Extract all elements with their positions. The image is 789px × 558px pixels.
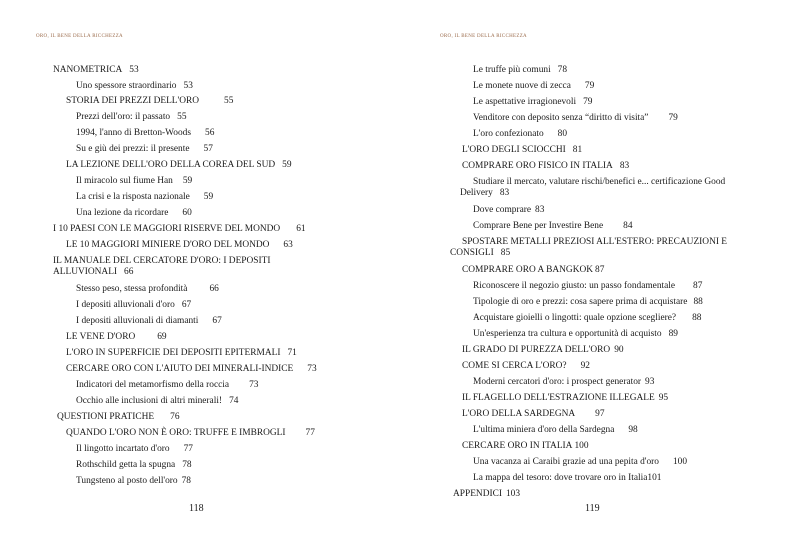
toc-entry-page: 101	[647, 473, 662, 483]
toc-entry-page: 59	[282, 160, 292, 170]
toc-entry-title: Il lingotto incartato d'oro	[76, 444, 170, 454]
toc-entry-title: Acquistare gioielli o lingotti: quale opzione scegliere?	[473, 313, 677, 323]
toc-entry-page: 67	[212, 316, 222, 326]
toc-entry-title: L'oro confezionato	[473, 129, 544, 139]
toc-entry	[473, 425, 638, 436]
toc-entry-page: 53	[129, 65, 139, 75]
toc-entry	[53, 224, 306, 235]
toc-entry-page: 85	[500, 248, 511, 258]
toc-entry-title: Una vacanza ai Caraibi grazie ad una pepita d'oro	[473, 457, 659, 467]
toc-entry	[462, 145, 582, 156]
toc-list	[395, 0, 789, 558]
toc-entry-title: Occhio alle inclusioni di altri minerali!	[76, 396, 223, 406]
toc-entry	[76, 444, 193, 455]
toc-entry-title: COME SI CERCA L'ORO?	[462, 361, 567, 371]
toc-entry-page: 80	[557, 129, 568, 139]
toc-entry-title: NANOMETRICA	[53, 65, 123, 75]
toc-entry-title: I depositi alluvionali di diamanti	[76, 316, 199, 326]
toc-entry-page: 61	[296, 224, 306, 234]
toc-entry	[462, 345, 624, 356]
toc-entry-title: Indicatori del metamorfismo della roccia	[76, 380, 230, 390]
toc-entry-title: Rothschild getta la spugna	[76, 460, 176, 470]
toc-entry	[66, 240, 293, 251]
toc-entry-title: Comprare Bene per Investire Bene	[473, 221, 604, 231]
toc-entry	[66, 332, 167, 343]
toc-entry-title: IL MANUALE DEL CERCATORE D'ORO: I DEPOSITI ALLUVIONALI	[53, 256, 271, 277]
toc-entry	[76, 208, 192, 219]
toc-entry	[473, 297, 703, 308]
toc-entry	[66, 428, 315, 439]
toc-entry-title: I depositi alluvionali d'oro	[76, 300, 175, 310]
toc-entry-page: 93	[645, 377, 655, 387]
toc-entry	[473, 329, 678, 340]
toc-entry-title: SPOSTARE METALLI PREZIOSI ALL'ESTERO: PRECAUZIONI E CONSIGLI	[450, 237, 728, 258]
page-number: 119	[585, 503, 600, 514]
toc-entry	[473, 313, 701, 324]
toc-entry-title: COMPRARE ORO FISICO IN ITALIA	[462, 161, 613, 171]
toc-entry-page: 83	[535, 205, 545, 215]
toc-entry-page: 55	[177, 112, 187, 122]
toc-entry	[76, 176, 192, 187]
toc-entry-page: 66	[124, 267, 134, 277]
toc-entry	[66, 96, 233, 107]
toc-entry	[53, 256, 343, 278]
toc-entry-page: 60	[182, 208, 192, 218]
toc-entry-title: Tungsteno al posto dell'oro	[76, 476, 178, 486]
toc-entry-title: QUANDO L'ORO NON È ORO: TRUFFE E IMBROGLI	[66, 428, 286, 438]
toc-entry-page: 78	[557, 65, 568, 75]
toc-entry-title: L'ORO DEGLI SCIOCCHI	[462, 145, 566, 155]
toc-entry-title: La mappa del tesoro: dove trovare oro in Italia	[473, 473, 648, 483]
toc-entry-page: 71	[287, 348, 297, 358]
toc-entry-title: Su e giù dei prezzi: il presente	[76, 144, 190, 154]
toc-entry-title: L'ORO DELLA SARDEGNA	[462, 409, 576, 419]
toc-entry-page: 79	[668, 113, 678, 123]
page-number: 118	[189, 503, 204, 514]
toc-entry-page: 63	[283, 240, 293, 250]
toc-entry-title: IL GRADO DI PUREZZA DELL'ORO	[462, 345, 611, 355]
toc-entry	[76, 81, 193, 92]
toc-entry	[460, 177, 760, 199]
toc-entry	[76, 380, 258, 391]
toc-entry	[462, 393, 668, 404]
toc-entry	[462, 265, 604, 276]
toc-entry-page: 55	[224, 96, 234, 106]
toc-entry	[473, 221, 633, 232]
toc-entry-page: 92	[580, 361, 590, 371]
toc-entry	[462, 409, 605, 420]
toc-entry-title: COMPRARE ORO A BANGKOK	[462, 265, 594, 275]
toc-entry	[473, 113, 678, 124]
toc-entry-title: APPENDICI	[453, 489, 502, 499]
toc-entry-page: 83	[499, 188, 510, 198]
toc-entry	[76, 144, 213, 155]
toc-entry	[473, 457, 687, 468]
toc-entry-page: 90	[614, 345, 624, 355]
toc-entry-title: LA LEZIONE DELL'ORO DELLA COREA DEL SUD	[66, 160, 276, 170]
toc-entry	[76, 476, 191, 487]
toc-entry-page: 79	[583, 97, 593, 107]
toc-entry-page: 103	[505, 489, 521, 499]
toc-entry	[53, 65, 139, 76]
toc-entry-page: 83	[619, 161, 630, 171]
toc-entry	[76, 112, 187, 123]
toc-entry-page: 79	[584, 81, 595, 91]
toc-entry-title: Riconoscere il negozio giusto: un passo fondamentale	[473, 281, 676, 291]
running-head: ORO, IL BENE DELLA RICCHEZZA	[440, 34, 527, 39]
toc-entry-page: 59	[203, 192, 214, 202]
toc-entry	[76, 192, 213, 203]
toc-entry-title: Le aspettative irragionevoli	[473, 97, 577, 107]
toc-entry	[66, 364, 317, 375]
toc-entry	[66, 348, 297, 359]
toc-entry-page: 77	[305, 428, 315, 438]
toc-entry	[462, 441, 589, 452]
toc-entry-page: 56	[205, 128, 215, 138]
toc-entry	[473, 377, 654, 388]
toc-entry	[76, 396, 238, 407]
toc-entry-page: 87	[595, 265, 605, 275]
toc-entry-title: Studiare il mercato, valutare rischi/benefici e... certificazione Good Delivery	[460, 177, 726, 198]
left-page	[0, 0, 394, 558]
toc-entry-title: 1994, l'anno di Bretton-Woods	[76, 128, 191, 138]
toc-entry-page: 100	[574, 441, 589, 451]
toc-entry-page: 59	[182, 176, 193, 186]
toc-list	[0, 0, 394, 558]
toc-entry-page: 73	[249, 380, 259, 390]
toc-entry-page: 67	[181, 300, 192, 310]
toc-entry	[66, 160, 292, 171]
toc-entry-title: L'ultima miniera d'oro della Sardegna	[473, 425, 615, 435]
right-page	[395, 0, 789, 558]
toc-entry-title: Dove comprare	[473, 205, 532, 215]
toc-entry	[462, 161, 629, 172]
toc-entry-page: 81	[572, 145, 583, 155]
toc-entry-page: 87	[693, 281, 703, 291]
toc-entry-title: Stesso peso, stessa profondità	[76, 284, 188, 294]
toc-entry-title: IL FLAGELLO DELL'ESTRAZIONE ILLEGALE	[462, 393, 655, 403]
toc-entry-title: Prezzi dell'oro: il passato	[76, 112, 171, 122]
toc-entry-title: Le truffe più comuni	[473, 65, 551, 75]
toc-entry-title: CERCARE ORO CON L'AIUTO DEI MINERALI-INDICE	[66, 364, 294, 374]
toc-entry-page: 100	[672, 457, 688, 467]
toc-entry-title: CERCARE ORO IN ITALIA	[462, 441, 573, 451]
toc-entry	[473, 205, 544, 216]
toc-entry	[473, 81, 594, 92]
toc-entry-title: Uno spessore straordinario	[76, 81, 177, 91]
toc-entry-page: 89	[668, 329, 678, 339]
toc-entry-title: L'ORO IN SUPERFICIE DEI DEPOSITI EPITERMALI	[66, 348, 281, 358]
toc-entry-title: Tipologie di oro e prezzi: cosa sapere prima di acquistare	[473, 297, 688, 307]
toc-entry-title: La crisi e la risposta nazionale	[76, 192, 190, 202]
toc-entry-title: Un'esperienza tra cultura e opportunità di acquisto	[473, 329, 662, 339]
toc-entry	[76, 284, 219, 295]
toc-entry-page: 78	[182, 460, 192, 470]
toc-entry-page: 95	[658, 393, 669, 403]
toc-entry-page: 69	[157, 332, 167, 342]
toc-entry-page: 88	[693, 297, 703, 307]
toc-entry	[473, 129, 567, 140]
toc-entry-page: 97	[595, 409, 605, 419]
toc-entry	[473, 65, 567, 76]
toc-entry-title: STORIA DEI PREZZI DELL'ORO	[66, 96, 200, 106]
toc-entry	[450, 237, 750, 259]
toc-entry	[76, 316, 222, 327]
toc-entry-title: Moderni cercatori d'oro: i prospect generator	[473, 377, 642, 387]
toc-entry	[453, 489, 520, 500]
toc-entry-page: 53	[183, 81, 193, 91]
toc-entry-title: LE 10 MAGGIORI MINIERE D'ORO DEL MONDO	[66, 240, 270, 250]
toc-entry-title: LE VENE D'ORO	[66, 332, 136, 342]
toc-entry-page: 57	[203, 144, 213, 154]
toc-entry	[76, 460, 192, 471]
running-head: ORO, IL BENE DELLA RICCHEZZA	[36, 34, 123, 39]
toc-entry-page: 76	[170, 412, 180, 422]
toc-entry	[76, 300, 191, 311]
toc-entry-page: 98	[628, 425, 638, 435]
toc-entry	[473, 473, 661, 484]
toc-entry-page: 88	[692, 313, 702, 323]
toc-entry-page: 77	[183, 444, 193, 454]
toc-entry-page: 66	[209, 284, 219, 294]
toc-entry	[473, 97, 592, 108]
toc-entry-title: QUESTIONI PRATICHE	[57, 412, 155, 422]
toc-entry	[473, 281, 702, 292]
toc-entry-title: Venditore con deposito senza “diritto di visita”	[473, 113, 649, 123]
toc-entry-title: Le monete nuove di zecca	[473, 81, 571, 91]
toc-entry-page: 74	[229, 396, 239, 406]
toc-entry	[462, 361, 590, 372]
toc-entry-title: Il miracolo sul fiume Han	[76, 176, 173, 186]
toc-entry-title: Una lezione da ricordare	[76, 208, 169, 218]
toc-entry	[76, 128, 214, 139]
toc-entry-title: I 10 PAESI CON LE MAGGIORI RISERVE DEL MONDO	[53, 224, 281, 234]
toc-entry-page: 84	[623, 221, 633, 231]
toc-entry	[57, 412, 180, 423]
toc-entry-page: 73	[307, 364, 317, 374]
toc-entry-page: 78	[181, 476, 191, 486]
